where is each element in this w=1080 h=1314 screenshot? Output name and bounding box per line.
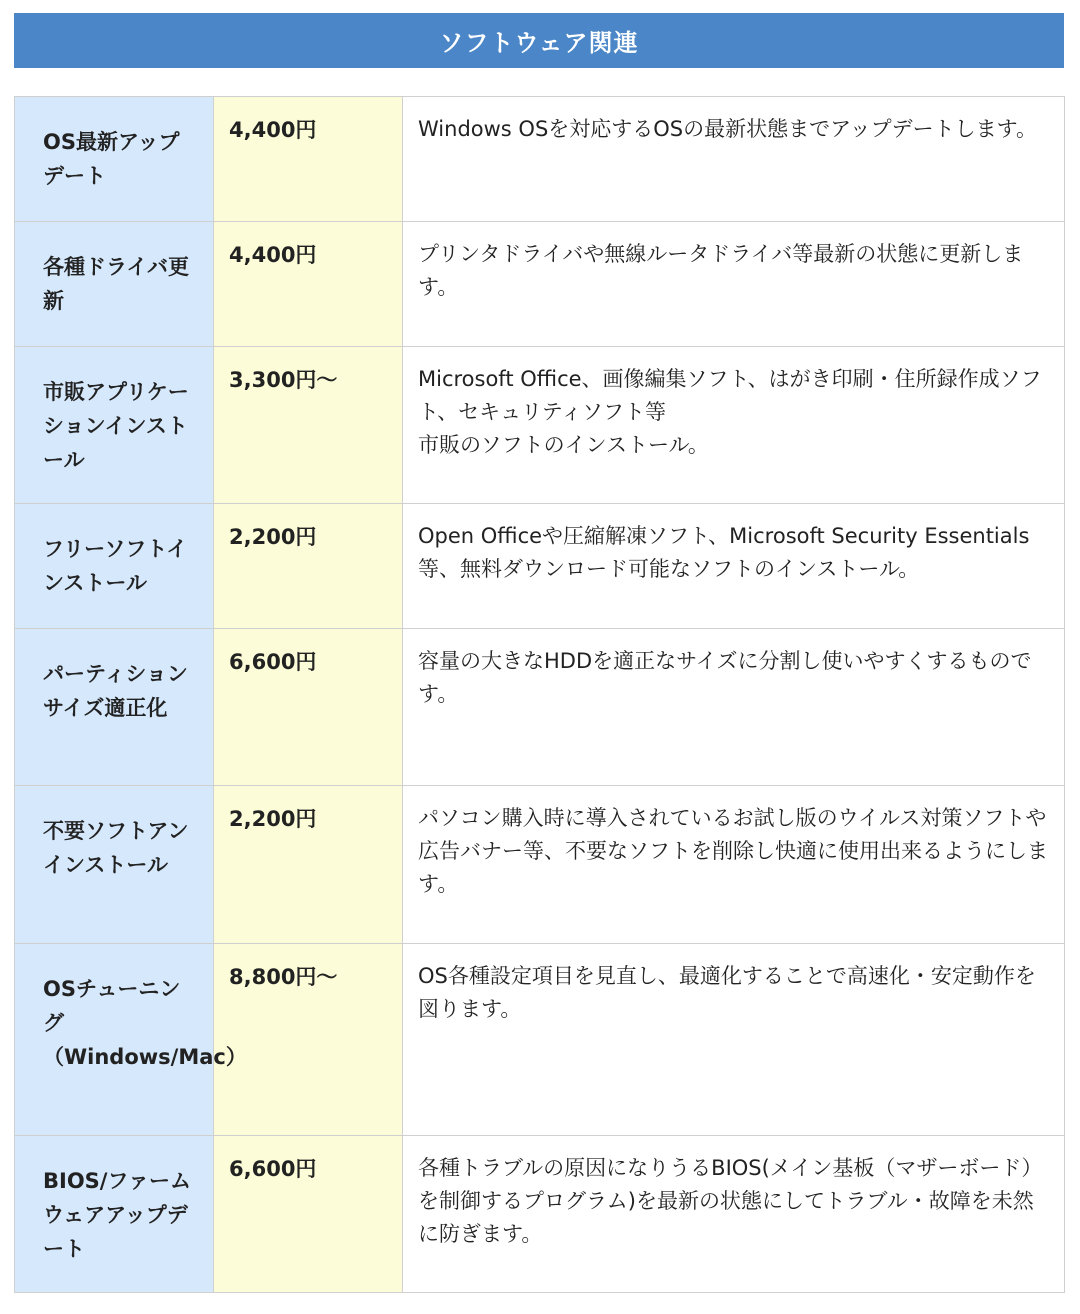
service-name: 不要ソフトアンインストール: [15, 786, 214, 944]
table-row: [15, 1136, 1065, 1293]
description-line: 各種トラブルの原因になりうるBIOS(メイン基板（マザーボード）を制御するプログラム)を最新の状態にしてトラブル・故障を未然に防ぎます。: [418, 1156, 1043, 1246]
description-line: プリンタドライバや無線ルータドライバ等最新の状態に更新します。: [418, 242, 1024, 299]
software-price-table: [14, 96, 1065, 1293]
table-row: [15, 347, 1065, 504]
description-line: Microsoft Office、画像編集ソフト、はがき印刷・住所録作成ソフト、セキュリティソフト等: [418, 367, 1042, 424]
service-name: パーティションサイズ適正化: [15, 629, 214, 786]
service-name: 各種ドライバ更新: [15, 222, 214, 347]
service-name: 市販アプリケーションインストール: [15, 347, 214, 504]
table-row: [15, 786, 1065, 944]
service-description: [403, 504, 1065, 629]
description-line: 容量の大きなHDDを適正なサイズに分割し使いやすくするものです。: [418, 649, 1032, 706]
service-price: 6,600円: [214, 629, 403, 786]
service-description: [403, 347, 1065, 504]
service-description: [403, 97, 1065, 222]
service-description: [403, 222, 1065, 347]
service-name: OSチューニング（Windows/Mac）: [15, 944, 214, 1136]
table-row: [15, 944, 1065, 1136]
description-line: Open Officeや圧縮解凍ソフト、Microsoft Security Essentials等、無料ダウンロード可能なソフトのインストール。: [418, 524, 1030, 581]
description-line: Windows OSを対応するOSの最新状態までアップデートします。: [418, 117, 1037, 141]
service-price: 4,400円: [214, 222, 403, 347]
table-row: [15, 222, 1065, 347]
service-description: [403, 629, 1065, 786]
description-line: 市販のソフトのインストール。: [418, 433, 709, 457]
service-price: 8,800円〜: [214, 944, 403, 1136]
service-price: 4,400円: [214, 97, 403, 222]
service-price: 6,600円: [214, 1136, 403, 1293]
description-line: OS各種設定項目を見直し、最適化することで高速化・安定動作を図ります。: [418, 964, 1036, 1021]
table-row: [15, 629, 1065, 786]
service-description: [403, 786, 1065, 944]
table-row: [15, 504, 1065, 629]
section-title: ソフトウェア関連: [14, 13, 1064, 68]
service-name: フリーソフトインストール: [15, 504, 214, 629]
service-price: 2,200円: [214, 786, 403, 944]
description-line: パソコン購入時に導入されているお試し版のウイルス対策ソフトや広告バナー等、不要なソフトを削除し快適に使用出来るようにします。: [418, 806, 1048, 896]
table-row: [15, 97, 1065, 222]
service-description: [403, 1136, 1065, 1293]
service-name: BIOS/ファームウェアアップデート: [15, 1136, 214, 1293]
service-price: 2,200円: [214, 504, 403, 629]
service-name: OS最新アップデート: [15, 97, 214, 222]
service-price: 3,300円〜: [214, 347, 403, 504]
service-description: [403, 944, 1065, 1136]
